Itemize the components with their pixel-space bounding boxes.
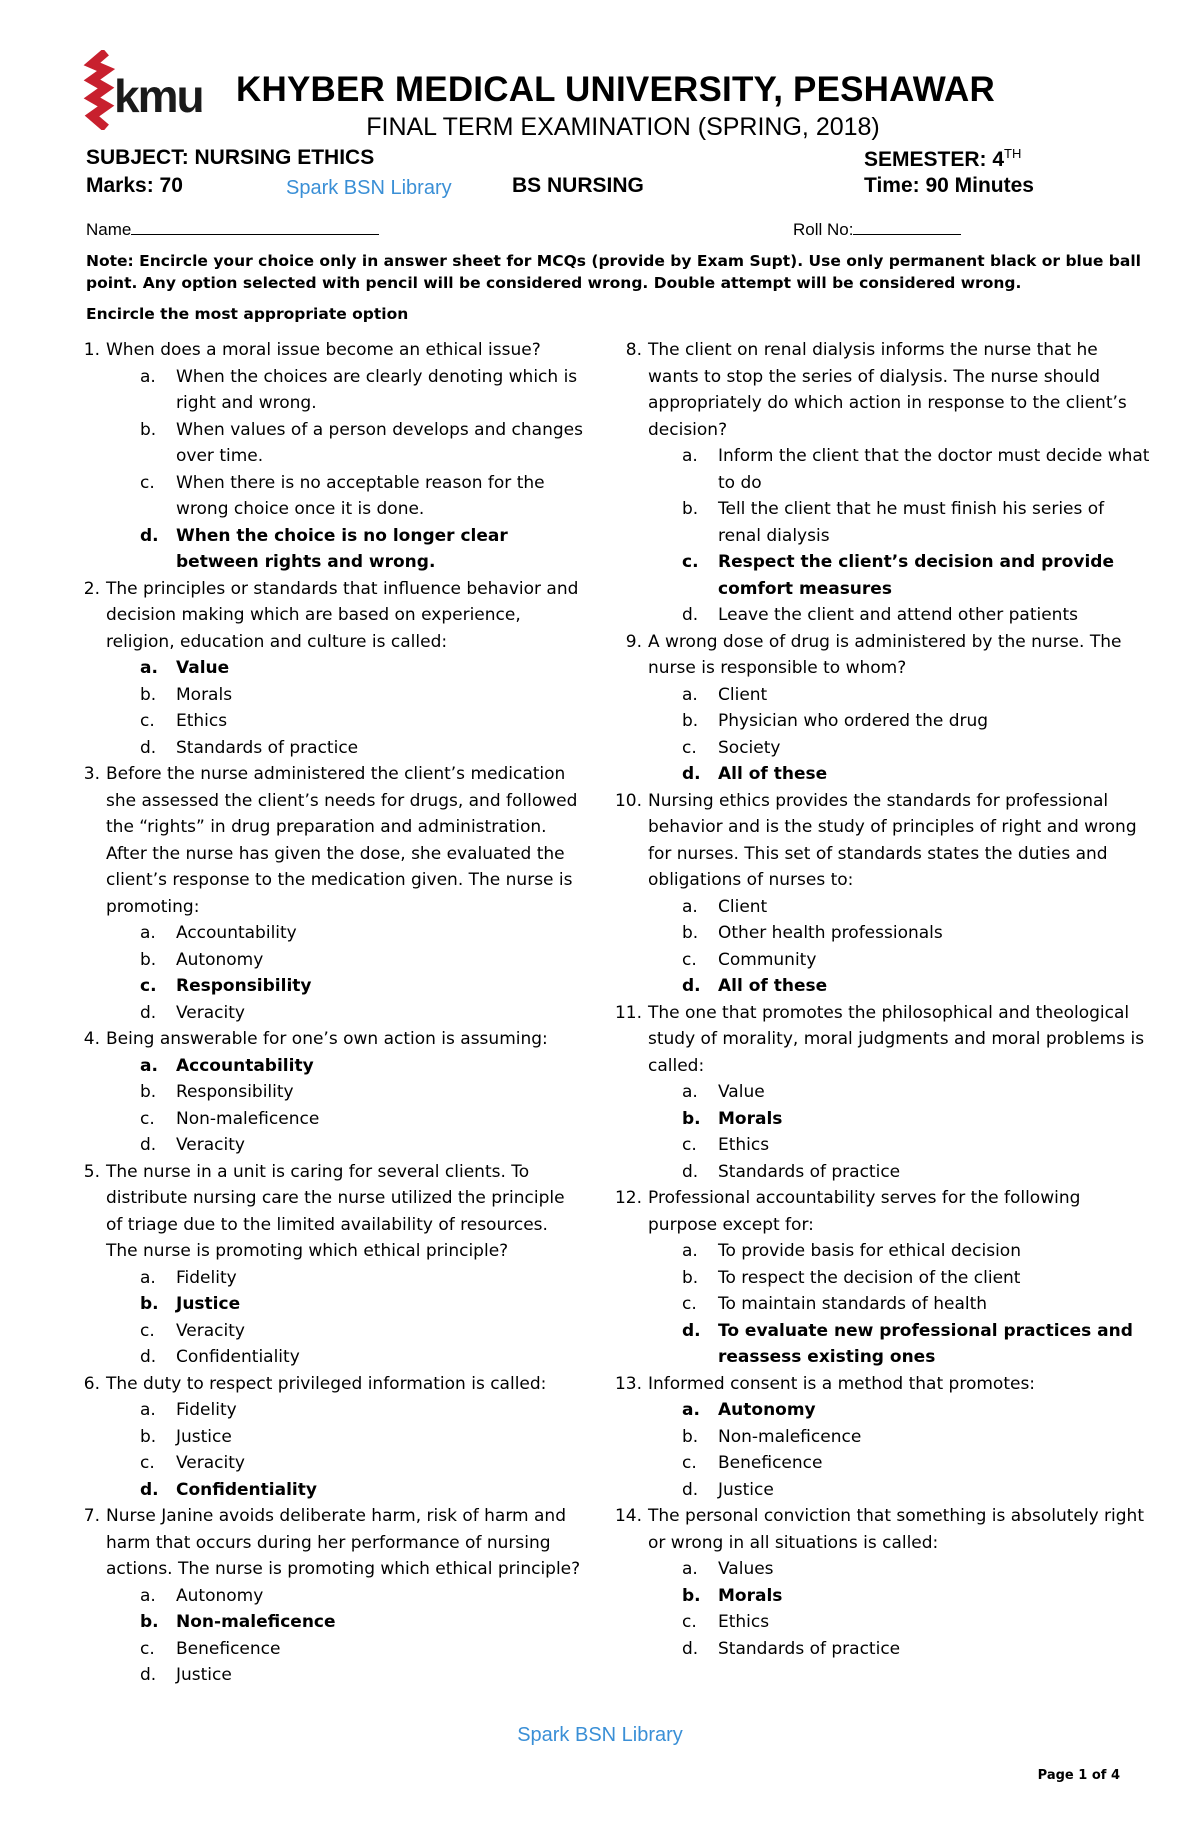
option-letter: a. — [140, 923, 156, 943]
question-text: The nurse in a unit is caring for several clients. To distribute nursing care the nurse utilized the principle of triage due to the limited availability of resources. The nurse is promoting which ethical principle? — [106, 1161, 565, 1261]
question — [64, 1371, 584, 1398]
questions-right-column — [606, 337, 1151, 1662]
answer-option-correct[interactable] — [606, 1106, 1151, 1133]
option-letter: d. — [682, 605, 699, 625]
option-text: Responsibility — [176, 976, 312, 996]
option-letter: a. — [682, 896, 698, 917]
option-text: All of these — [718, 976, 828, 996]
option-text: When the choices are clearly denoting which is right and wrong. — [176, 366, 578, 413]
option-letter: b. — [682, 923, 699, 943]
option-letter: a. — [682, 1400, 700, 1420]
option-text: Respect the client’s decision and provide comfort measures — [718, 552, 1114, 599]
question — [64, 1026, 584, 1053]
option-letter: b. — [140, 1612, 159, 1632]
question-text: Nursing ethics provides the standards for professional behavior and is the study of principles of right and wrong for nurses. This set of standards states the duties and obligations of nurses to: — [648, 790, 1137, 890]
question-text: The one that promotes the philosophical and theological study of morality, moral judgments and moral problems is called: — [648, 1002, 1145, 1076]
question — [606, 1185, 1151, 1238]
answer-option[interactable] — [64, 1106, 584, 1133]
watermark-top: Spark BSN Library — [286, 177, 452, 199]
answer-option[interactable] — [64, 735, 584, 762]
question-text: A wrong dose of drug is administered by the nurse. The nurse is responsible to whom? — [648, 631, 1122, 678]
instruction: Encircle the most appropriate option — [86, 305, 409, 323]
option-letter: b. — [682, 1426, 699, 1447]
answer-option[interactable] — [64, 920, 584, 947]
question — [64, 761, 584, 920]
option-letter: a. — [682, 1559, 698, 1579]
answer-option[interactable] — [64, 1000, 584, 1027]
program-label: BS NURSING — [512, 174, 644, 197]
question-text: The principles or standards that influence behavior and decision making which are based on experience, religion, education and culture is called: — [106, 578, 579, 652]
answer-option[interactable] — [606, 1636, 1151, 1663]
option-letter: c. — [140, 472, 155, 493]
option-letter: c. — [682, 1453, 697, 1473]
option-text: To respect the decision of the client — [718, 1267, 1021, 1288]
question — [606, 1371, 1151, 1398]
option-text: All of these — [718, 764, 828, 784]
answer-option[interactable] — [606, 1450, 1151, 1477]
university-title: KHYBER MEDICAL UNIVERSITY, PESHAWAR — [236, 70, 995, 109]
answer-option-correct[interactable] — [606, 549, 1151, 602]
option-text: To maintain standards of health — [718, 1294, 988, 1314]
option-letter: d. — [140, 1665, 157, 1685]
name-field[interactable]: Name — [86, 218, 379, 240]
question-text: The duty to respect privileged information is called: — [106, 1373, 547, 1394]
answer-option[interactable] — [606, 1238, 1151, 1265]
option-text: Values — [718, 1559, 774, 1579]
answer-option[interactable] — [606, 1556, 1151, 1583]
answer-option[interactable] — [64, 1344, 584, 1371]
question — [606, 1503, 1151, 1556]
answer-option[interactable] — [64, 1450, 584, 1477]
option-text: When there is no acceptable reason for the wrong choice once it is done. — [176, 472, 545, 519]
answer-option[interactable] — [606, 443, 1151, 496]
question-number: 9. — [625, 631, 642, 652]
answer-option[interactable] — [606, 1079, 1151, 1106]
option-letter: d. — [682, 764, 701, 784]
option-letter: c. — [140, 1638, 155, 1659]
option-text: Standards of practice — [176, 737, 359, 758]
question-number: 10. — [614, 790, 642, 811]
option-text: Standards of practice — [718, 1638, 901, 1659]
option-text: Value — [718, 1082, 765, 1102]
option-text: Society — [718, 737, 781, 758]
time-label: Time: 90 Minutes — [864, 174, 1034, 197]
answer-option[interactable] — [64, 947, 584, 974]
option-letter: b. — [140, 1082, 157, 1102]
option-text: Non-maleficence — [176, 1612, 336, 1632]
answer-option[interactable] — [64, 1265, 584, 1292]
option-letter: c. — [682, 737, 697, 758]
option-text: When the choice is no longer clear between rights and wrong. — [176, 525, 508, 572]
option-text: Morals — [176, 684, 233, 705]
question-number: 4. — [83, 1029, 100, 1049]
answer-option[interactable] — [64, 708, 584, 735]
option-text: Ethics — [718, 1135, 770, 1155]
option-letter: a. — [140, 1055, 158, 1076]
answer-option-correct[interactable] — [64, 523, 584, 576]
question — [64, 576, 584, 656]
question-number: 1. — [83, 340, 100, 360]
question-text: Before the nurse administered the client’s medication she assessed the client’s needs for drugs, and followed the “rights” in drug preparation and administration. After the nurse has given the dose, she evaluated the client’s response to the medication given. The nurse is promoting: — [106, 764, 578, 917]
answer-option-correct[interactable] — [64, 1053, 584, 1080]
answer-option[interactable] — [64, 1583, 584, 1610]
question-text: Being answerable for one’s own action is assuming: — [106, 1029, 548, 1049]
answer-option[interactable] — [606, 708, 1151, 735]
logo-text: kmu — [114, 70, 203, 122]
option-letter: a. — [140, 1267, 156, 1288]
option-text: Leave the client and attend other patients — [718, 605, 1078, 625]
question-number: 6. — [83, 1373, 100, 1394]
answer-option-correct[interactable] — [64, 1477, 584, 1504]
option-text: Justice — [176, 1665, 232, 1685]
answer-option[interactable] — [606, 735, 1151, 762]
option-letter: d. — [140, 1479, 159, 1500]
option-letter: c. — [140, 1320, 155, 1341]
answer-option-correct[interactable] — [606, 761, 1151, 788]
question — [64, 1159, 584, 1265]
option-text: Justice — [176, 1294, 241, 1314]
option-letter: d. — [682, 1479, 699, 1500]
answer-option-correct[interactable] — [606, 973, 1151, 1000]
option-text: To evaluate new professional practices and reassess existing ones — [718, 1320, 1133, 1367]
option-text: Veracity — [176, 1453, 245, 1473]
option-text: Beneficence — [176, 1638, 281, 1659]
question — [606, 337, 1151, 443]
option-text: When values of a person develops and changes over time. — [176, 419, 583, 466]
option-letter: c. — [682, 1294, 697, 1314]
option-text: Autonomy — [176, 1585, 264, 1606]
answer-option-correct[interactable] — [64, 655, 584, 682]
option-text: Accountability — [176, 923, 297, 943]
answer-option-correct[interactable] — [606, 1583, 1151, 1610]
option-letter: b. — [682, 711, 699, 731]
option-text: Client — [718, 684, 768, 705]
option-text: Non-maleficence — [176, 1108, 320, 1129]
option-text: Value — [176, 658, 230, 678]
option-letter: c. — [140, 1453, 155, 1473]
answer-option[interactable] — [64, 1397, 584, 1424]
option-letter: b. — [140, 684, 157, 705]
question-number: 7. — [83, 1506, 100, 1526]
option-text: To provide basis for ethical decision — [718, 1241, 1021, 1261]
option-letter: a. — [682, 1082, 698, 1102]
page-number: Page 1 of 4 — [1037, 1768, 1120, 1783]
option-text: Morals — [718, 1585, 783, 1606]
option-letter: d. — [140, 737, 157, 758]
option-letter: d. — [682, 1161, 699, 1182]
answer-option[interactable] — [64, 1662, 584, 1689]
option-text: Beneficence — [718, 1453, 823, 1473]
option-letter: d. — [140, 525, 159, 546]
option-text: Ethics — [718, 1612, 770, 1632]
option-letter: b. — [682, 1108, 701, 1129]
option-letter: c. — [682, 949, 697, 970]
option-letter: a. — [140, 1400, 156, 1420]
question-text: The personal conviction that something is absolutely right or wrong in all situations is called: — [648, 1506, 1144, 1553]
answer-option[interactable] — [606, 920, 1151, 947]
answer-option[interactable] — [606, 894, 1151, 921]
question-text: Informed consent is a method that promotes: — [648, 1373, 1036, 1394]
answer-option-correct[interactable] — [606, 1397, 1151, 1424]
option-text: Other health professionals — [718, 923, 943, 943]
question-text: When does a moral issue become an ethical issue? — [106, 340, 541, 360]
question — [606, 629, 1151, 682]
answer-option[interactable] — [606, 602, 1151, 629]
option-letter: d. — [140, 1135, 157, 1155]
question-number: 8. — [625, 340, 642, 360]
option-letter: b. — [140, 1294, 159, 1314]
option-text: Community — [718, 949, 817, 970]
question-number: 11. — [614, 1002, 642, 1023]
option-letter: a. — [140, 366, 156, 387]
option-letter: d. — [682, 1638, 699, 1659]
option-text: Inform the client that the doctor must decide what to do — [718, 446, 1150, 493]
option-letter: d. — [682, 976, 701, 996]
questions-left-column — [64, 337, 584, 1689]
option-text: Confidentiality — [176, 1479, 317, 1500]
option-letter: d. — [140, 1002, 157, 1023]
option-letter: b. — [682, 1267, 699, 1288]
option-text: Autonomy — [718, 1400, 816, 1420]
option-letter: c. — [682, 1612, 697, 1632]
option-letter: c. — [140, 976, 157, 996]
question-number: 3. — [83, 764, 100, 784]
option-letter: d. — [682, 1320, 701, 1341]
answer-option[interactable] — [606, 496, 1151, 549]
answer-option-correct[interactable] — [606, 1318, 1151, 1371]
option-text: Confidentiality — [176, 1347, 300, 1367]
answer-option-correct[interactable] — [64, 1291, 584, 1318]
answer-option[interactable] — [606, 1132, 1151, 1159]
option-letter: c. — [140, 1108, 155, 1129]
question-number: 14. — [614, 1506, 642, 1526]
answer-option[interactable] — [606, 1609, 1151, 1636]
answer-option[interactable] — [606, 1477, 1151, 1504]
option-letter: b. — [682, 499, 699, 519]
answer-option[interactable] — [64, 1318, 584, 1345]
question-number: 2. — [83, 578, 100, 599]
answer-option[interactable] — [606, 1424, 1151, 1451]
option-letter: a. — [140, 658, 158, 678]
option-text: Accountability — [176, 1055, 314, 1076]
option-letter: b. — [140, 949, 157, 970]
option-text: Standards of practice — [718, 1161, 901, 1182]
option-letter: a. — [140, 1585, 156, 1606]
answer-option[interactable] — [64, 364, 584, 417]
option-text: Responsibility — [176, 1082, 294, 1102]
question-text: Nurse Janine avoids deliberate harm, risk of harm and harm that occurs during her performance of nursing actions. The nurse is promoting which ethical principle? — [106, 1506, 581, 1579]
subject-label: SUBJECT: NURSING ETHICS — [86, 146, 375, 169]
marks-label: Marks: 70 — [86, 174, 183, 197]
answer-option[interactable] — [606, 1159, 1151, 1186]
option-letter: c. — [682, 552, 699, 572]
option-text: Client — [718, 896, 768, 917]
question-number: 12. — [614, 1188, 642, 1208]
option-text: Fidelity — [176, 1267, 237, 1288]
question-text: The client on renal dialysis informs the nurse that he wants to stop the series of dialysis. The nurse should appropriately do which action in response to the client’s decision? — [648, 340, 1127, 440]
exam-note: Note: Encircle your choice only in answer sheet for MCQs (provide by Exam Supt). Use only permanent black or blue ball point. Any option selected with pencil will be considered wrong. Double attempt will be considered wrong. — [86, 252, 1141, 292]
exam-title: FINAL TERM EXAMINATION (SPRING, 2018) — [366, 113, 880, 141]
answer-option-correct[interactable] — [64, 1609, 584, 1636]
option-text: Non-maleficence — [718, 1426, 862, 1447]
option-letter: c. — [140, 711, 155, 731]
answer-option[interactable] — [64, 417, 584, 470]
option-letter: a. — [682, 1241, 698, 1261]
watermark-bottom: Spark BSN Library — [517, 1724, 683, 1746]
answer-option[interactable] — [64, 682, 584, 709]
option-text: Veracity — [176, 1135, 245, 1155]
option-letter: d. — [140, 1347, 157, 1367]
answer-option[interactable] — [64, 1132, 584, 1159]
option-text: Justice — [718, 1479, 774, 1500]
answer-option[interactable] — [64, 470, 584, 523]
answer-option[interactable] — [606, 1265, 1151, 1292]
option-letter: c. — [682, 1135, 697, 1155]
question-number: 5. — [83, 1161, 100, 1182]
option-letter: b. — [140, 1426, 157, 1447]
option-letter: a. — [682, 684, 698, 705]
option-text: Veracity — [176, 1320, 245, 1341]
option-letter: b. — [682, 1585, 701, 1606]
question — [606, 1000, 1151, 1080]
option-text: Physician who ordered the drug — [718, 711, 989, 731]
option-text: Fidelity — [176, 1400, 237, 1420]
answer-option[interactable] — [64, 1424, 584, 1451]
semester-label: SEMESTER: 4TH — [864, 146, 1022, 171]
option-letter: a. — [682, 446, 698, 466]
option-text: Morals — [718, 1108, 783, 1129]
option-text: Veracity — [176, 1002, 245, 1023]
option-text: Tell the client that he must finish his series of renal dialysis — [718, 499, 1105, 546]
question — [64, 337, 584, 364]
question-number: 13. — [614, 1373, 642, 1394]
question-text: Professional accountability serves for the following purpose except for: — [648, 1188, 1081, 1235]
question — [606, 788, 1151, 894]
answer-option-correct[interactable] — [64, 973, 584, 1000]
option-text: Autonomy — [176, 949, 264, 970]
option-text: Ethics — [176, 711, 228, 731]
option-letter: b. — [140, 419, 157, 440]
roll-no-field[interactable]: Roll No: — [793, 218, 961, 240]
answer-option[interactable] — [606, 1291, 1151, 1318]
answer-option[interactable] — [64, 1079, 584, 1106]
answer-option[interactable] — [64, 1636, 584, 1663]
answer-option[interactable] — [606, 947, 1151, 974]
question — [64, 1503, 584, 1583]
option-text: Justice — [176, 1426, 232, 1447]
answer-option[interactable] — [606, 682, 1151, 709]
